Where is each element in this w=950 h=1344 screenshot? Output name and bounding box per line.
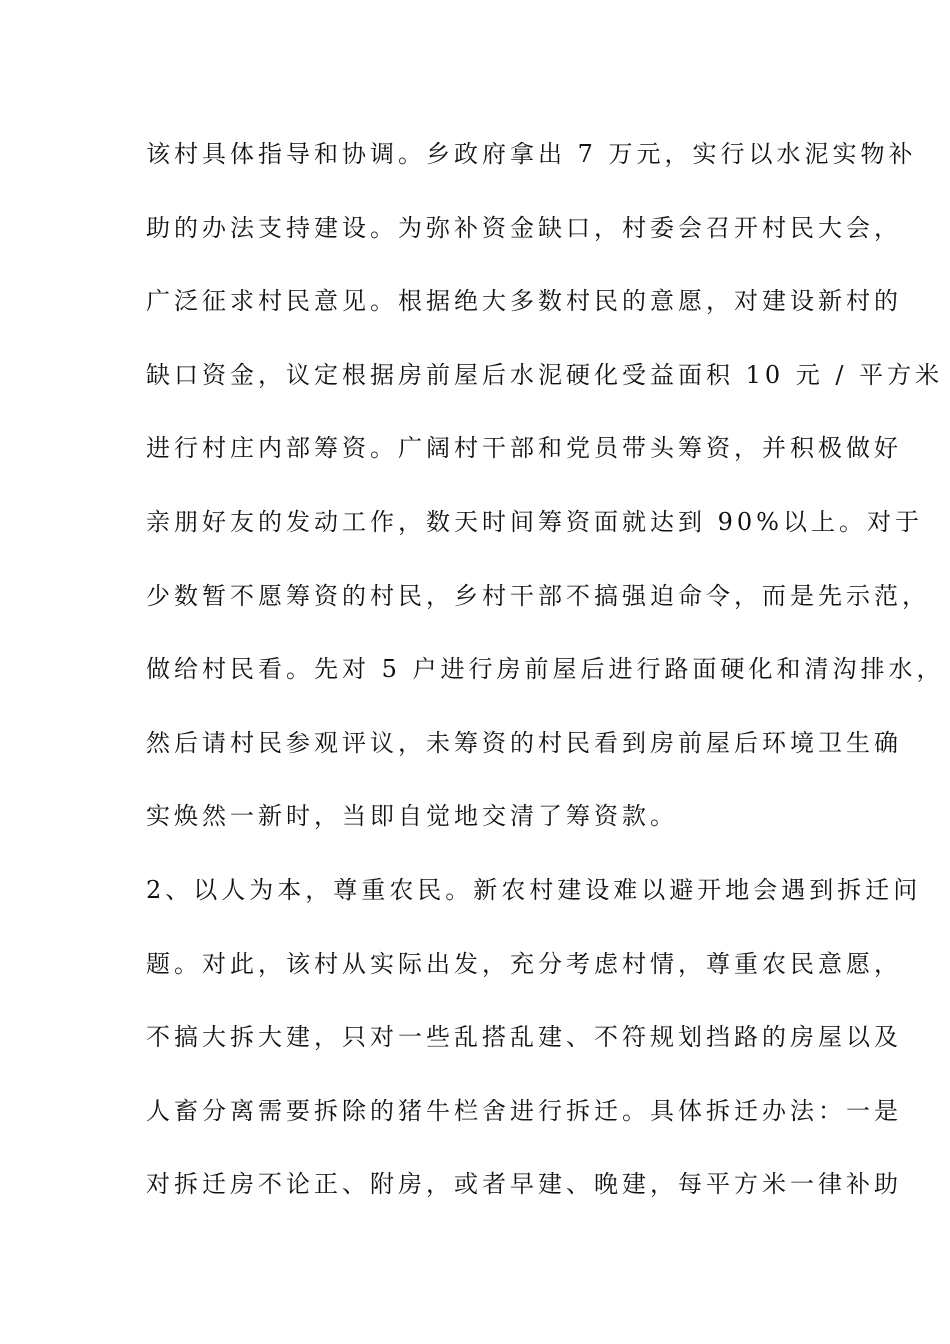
text-line: 该村具体指导和协调。乡政府拿出 7 万元，实行以水泥实物补	[146, 140, 917, 168]
text-line: 少数暂不愿筹资的村民，乡村干部不搞强迫命令，而是先示范，	[146, 581, 930, 610]
text-line: 2、以人为本，尊重农民。新农村建设难以避开地会遇到拆迁问	[146, 875, 922, 904]
text-line: 然后请村民参观评议，未筹资的村民看到房前屋后环境卫生确	[146, 728, 902, 757]
text-line: 实焕然一新时，当即自觉地交清了筹资款。	[146, 802, 678, 831]
text-line: 人畜分离需要拆除的猪牛栏舍进行拆迁。具体拆迁办法：一是	[146, 1096, 902, 1125]
text-line: 题。对此，该村从实际出发，充分考虑村情，尊重农民意愿，	[146, 949, 902, 978]
text-line: 亲朋好友的发动工作，数天时间筹资面就达到 90%以上。对于	[146, 507, 923, 536]
text-line: 对拆迁房不论正、附房，或者早建、晚建，每平方米一律补助	[146, 1170, 902, 1199]
text-line: 广泛征求村民意见。根据绝大多数村民的意愿，对建设新村的	[146, 287, 902, 316]
text-line: 进行村庄内部筹资。广阔村干部和党员带头筹资，并积极做好	[146, 434, 902, 463]
text-line: 缺口资金，议定根据房前屋后水泥硬化受益面积 10 元 / 平方米	[146, 360, 944, 389]
body-text	[146, 134, 945, 1238]
text-line: 助的办法支持建设。为弥补资金缺口，村委会召开村民大会，	[146, 213, 902, 242]
text-line: 做给村民看。先对 5 户进行房前屋后进行路面硬化和清沟排水，	[146, 655, 945, 684]
text-line: 不搞大拆大建，只对一些乱搭乱建、不符规划挡路的房屋以及	[146, 1023, 902, 1052]
